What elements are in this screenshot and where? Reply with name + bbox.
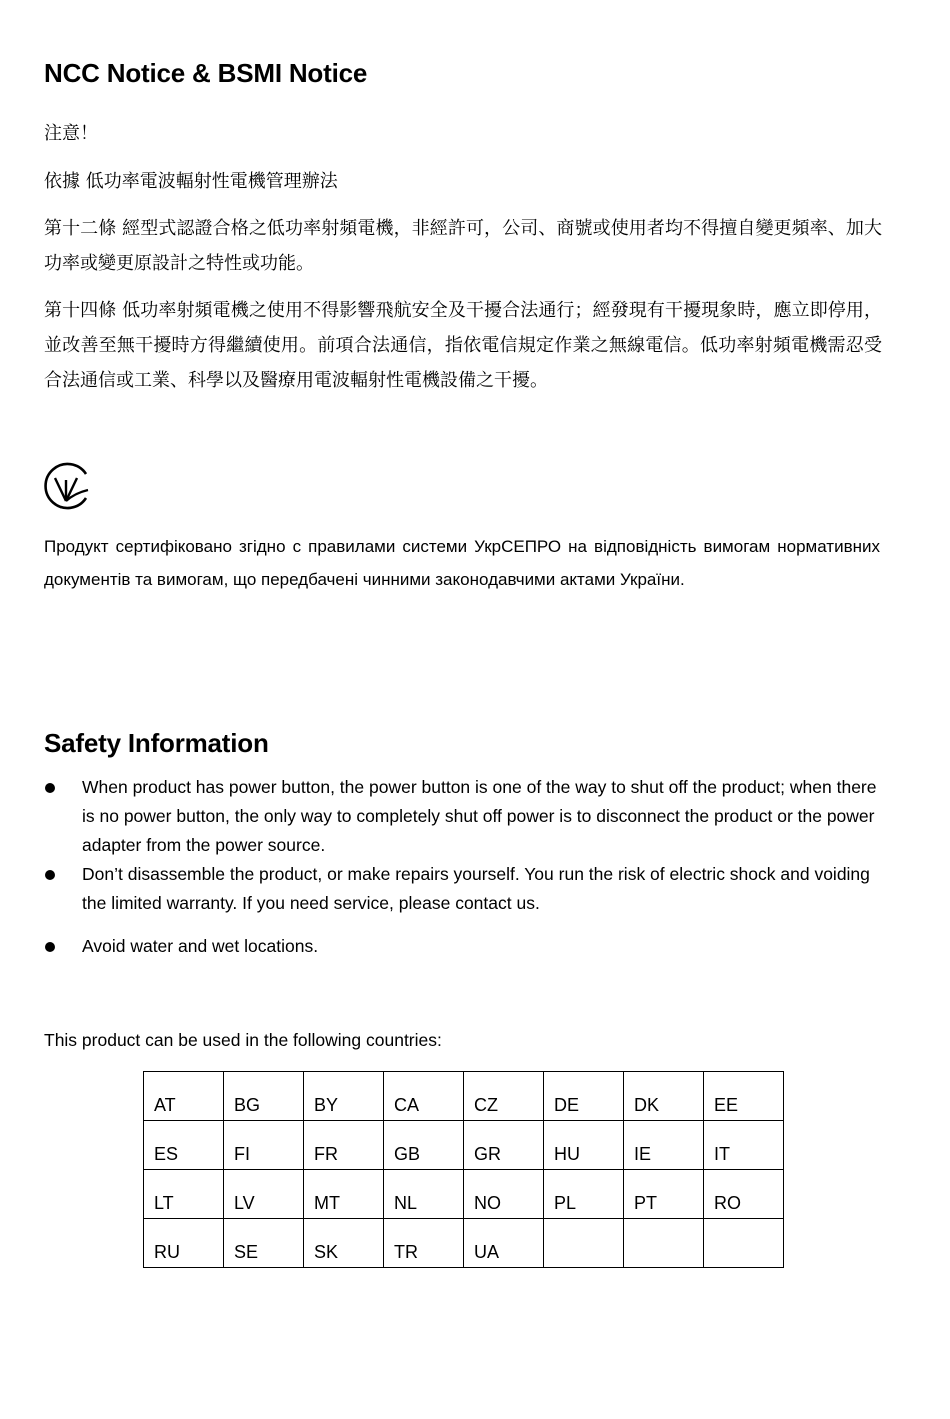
country-cell: IT bbox=[704, 1121, 784, 1170]
country-cell: MT bbox=[304, 1170, 384, 1219]
country-cell: ES bbox=[144, 1121, 224, 1170]
country-cell: BG bbox=[224, 1072, 304, 1121]
safety-item bbox=[44, 932, 886, 961]
country-cell: PT bbox=[624, 1170, 704, 1219]
regulation-basis: 依據 低功率電波輻射性電機管理辦法 bbox=[44, 171, 338, 192]
country-cell: GB bbox=[384, 1121, 464, 1170]
safety-item bbox=[44, 773, 886, 860]
country-cell: EE bbox=[704, 1072, 784, 1121]
countries-intro: This product can be used in the following countries: bbox=[44, 1030, 442, 1050]
country-cell: DK bbox=[624, 1072, 704, 1121]
country-cell: NL bbox=[384, 1170, 464, 1219]
safety-item-text: When product has power button, the power button is one of the way to shut off the product; when there is no power button, the only way to completely shut off power is to disconnect the product or the power adapter from the power source. bbox=[82, 777, 877, 855]
ukrsepro-certification-text: Продукт сертифіковано згідно с правилами системи УкрСЕПРО на відповідність вимогам нормативних документів та вимогам, що передбачені чинними законодавчими актами України. bbox=[44, 537, 880, 589]
bullet-icon bbox=[45, 783, 55, 793]
country-cell: LT bbox=[144, 1170, 224, 1219]
country-cell: UA bbox=[464, 1219, 544, 1268]
country-cell: TR bbox=[384, 1219, 464, 1268]
table-row bbox=[144, 1121, 784, 1170]
table-row bbox=[144, 1219, 784, 1268]
country-cell bbox=[544, 1219, 624, 1268]
country-cell: SK bbox=[304, 1219, 384, 1268]
safety-information-title: Safety Information bbox=[44, 728, 269, 758]
safety-item-text: Don’t disassemble the product, or make repairs yourself. You run the risk of electric shock and voiding the limited warranty. If you need service, please contact us. bbox=[82, 864, 870, 913]
article-14-text: 第十四條 低功率射頻電機之使用不得影響飛航安全及干擾合法通行；經發現有干擾現象時，應立即停用，並改善至無干擾時方得繼續使用。前項合法通信，指依電信規定作業之無線電信。低功率射頻電機需忍受合法通信或工業、科學以及醫療用電波輻射性電機設備之干擾。 bbox=[44, 300, 882, 391]
country-cell: FR bbox=[304, 1121, 384, 1170]
ncc-notice-title: NCC Notice & BSMI Notice bbox=[44, 58, 368, 88]
safety-item bbox=[44, 860, 886, 918]
country-cell: SE bbox=[224, 1219, 304, 1268]
country-cell bbox=[624, 1219, 704, 1268]
country-cell: BY bbox=[304, 1072, 384, 1121]
country-cell: HU bbox=[544, 1121, 624, 1170]
bullet-icon bbox=[45, 942, 55, 952]
country-cell: RU bbox=[144, 1219, 224, 1268]
table-row bbox=[144, 1072, 784, 1121]
country-cell: NO bbox=[464, 1170, 544, 1219]
country-cell: RO bbox=[704, 1170, 784, 1219]
country-cell: LV bbox=[224, 1170, 304, 1219]
country-cell: CA bbox=[384, 1072, 464, 1121]
ukrsepro-mark-icon bbox=[42, 460, 92, 512]
country-cell: GR bbox=[464, 1121, 544, 1170]
countries-table bbox=[143, 1071, 784, 1268]
article-12-text: 第十二條 經型式認證合格之低功率射頻電機，非經許可，公司、商號或使用者均不得擅自變更頻率、加大功率或變更原設計之特性或功能。 bbox=[44, 218, 882, 274]
safety-list bbox=[44, 773, 886, 961]
country-cell: IE bbox=[624, 1121, 704, 1170]
table-row bbox=[144, 1170, 784, 1219]
notice-heading: 注意！ bbox=[44, 123, 98, 144]
country-cell: PL bbox=[544, 1170, 624, 1219]
country-cell: CZ bbox=[464, 1072, 544, 1121]
safety-item-text: Avoid water and wet locations. bbox=[82, 936, 319, 956]
bullet-icon bbox=[45, 870, 55, 880]
country-cell: FI bbox=[224, 1121, 304, 1170]
country-cell: AT bbox=[144, 1072, 224, 1121]
country-cell: DE bbox=[544, 1072, 624, 1121]
country-cell bbox=[704, 1219, 784, 1268]
